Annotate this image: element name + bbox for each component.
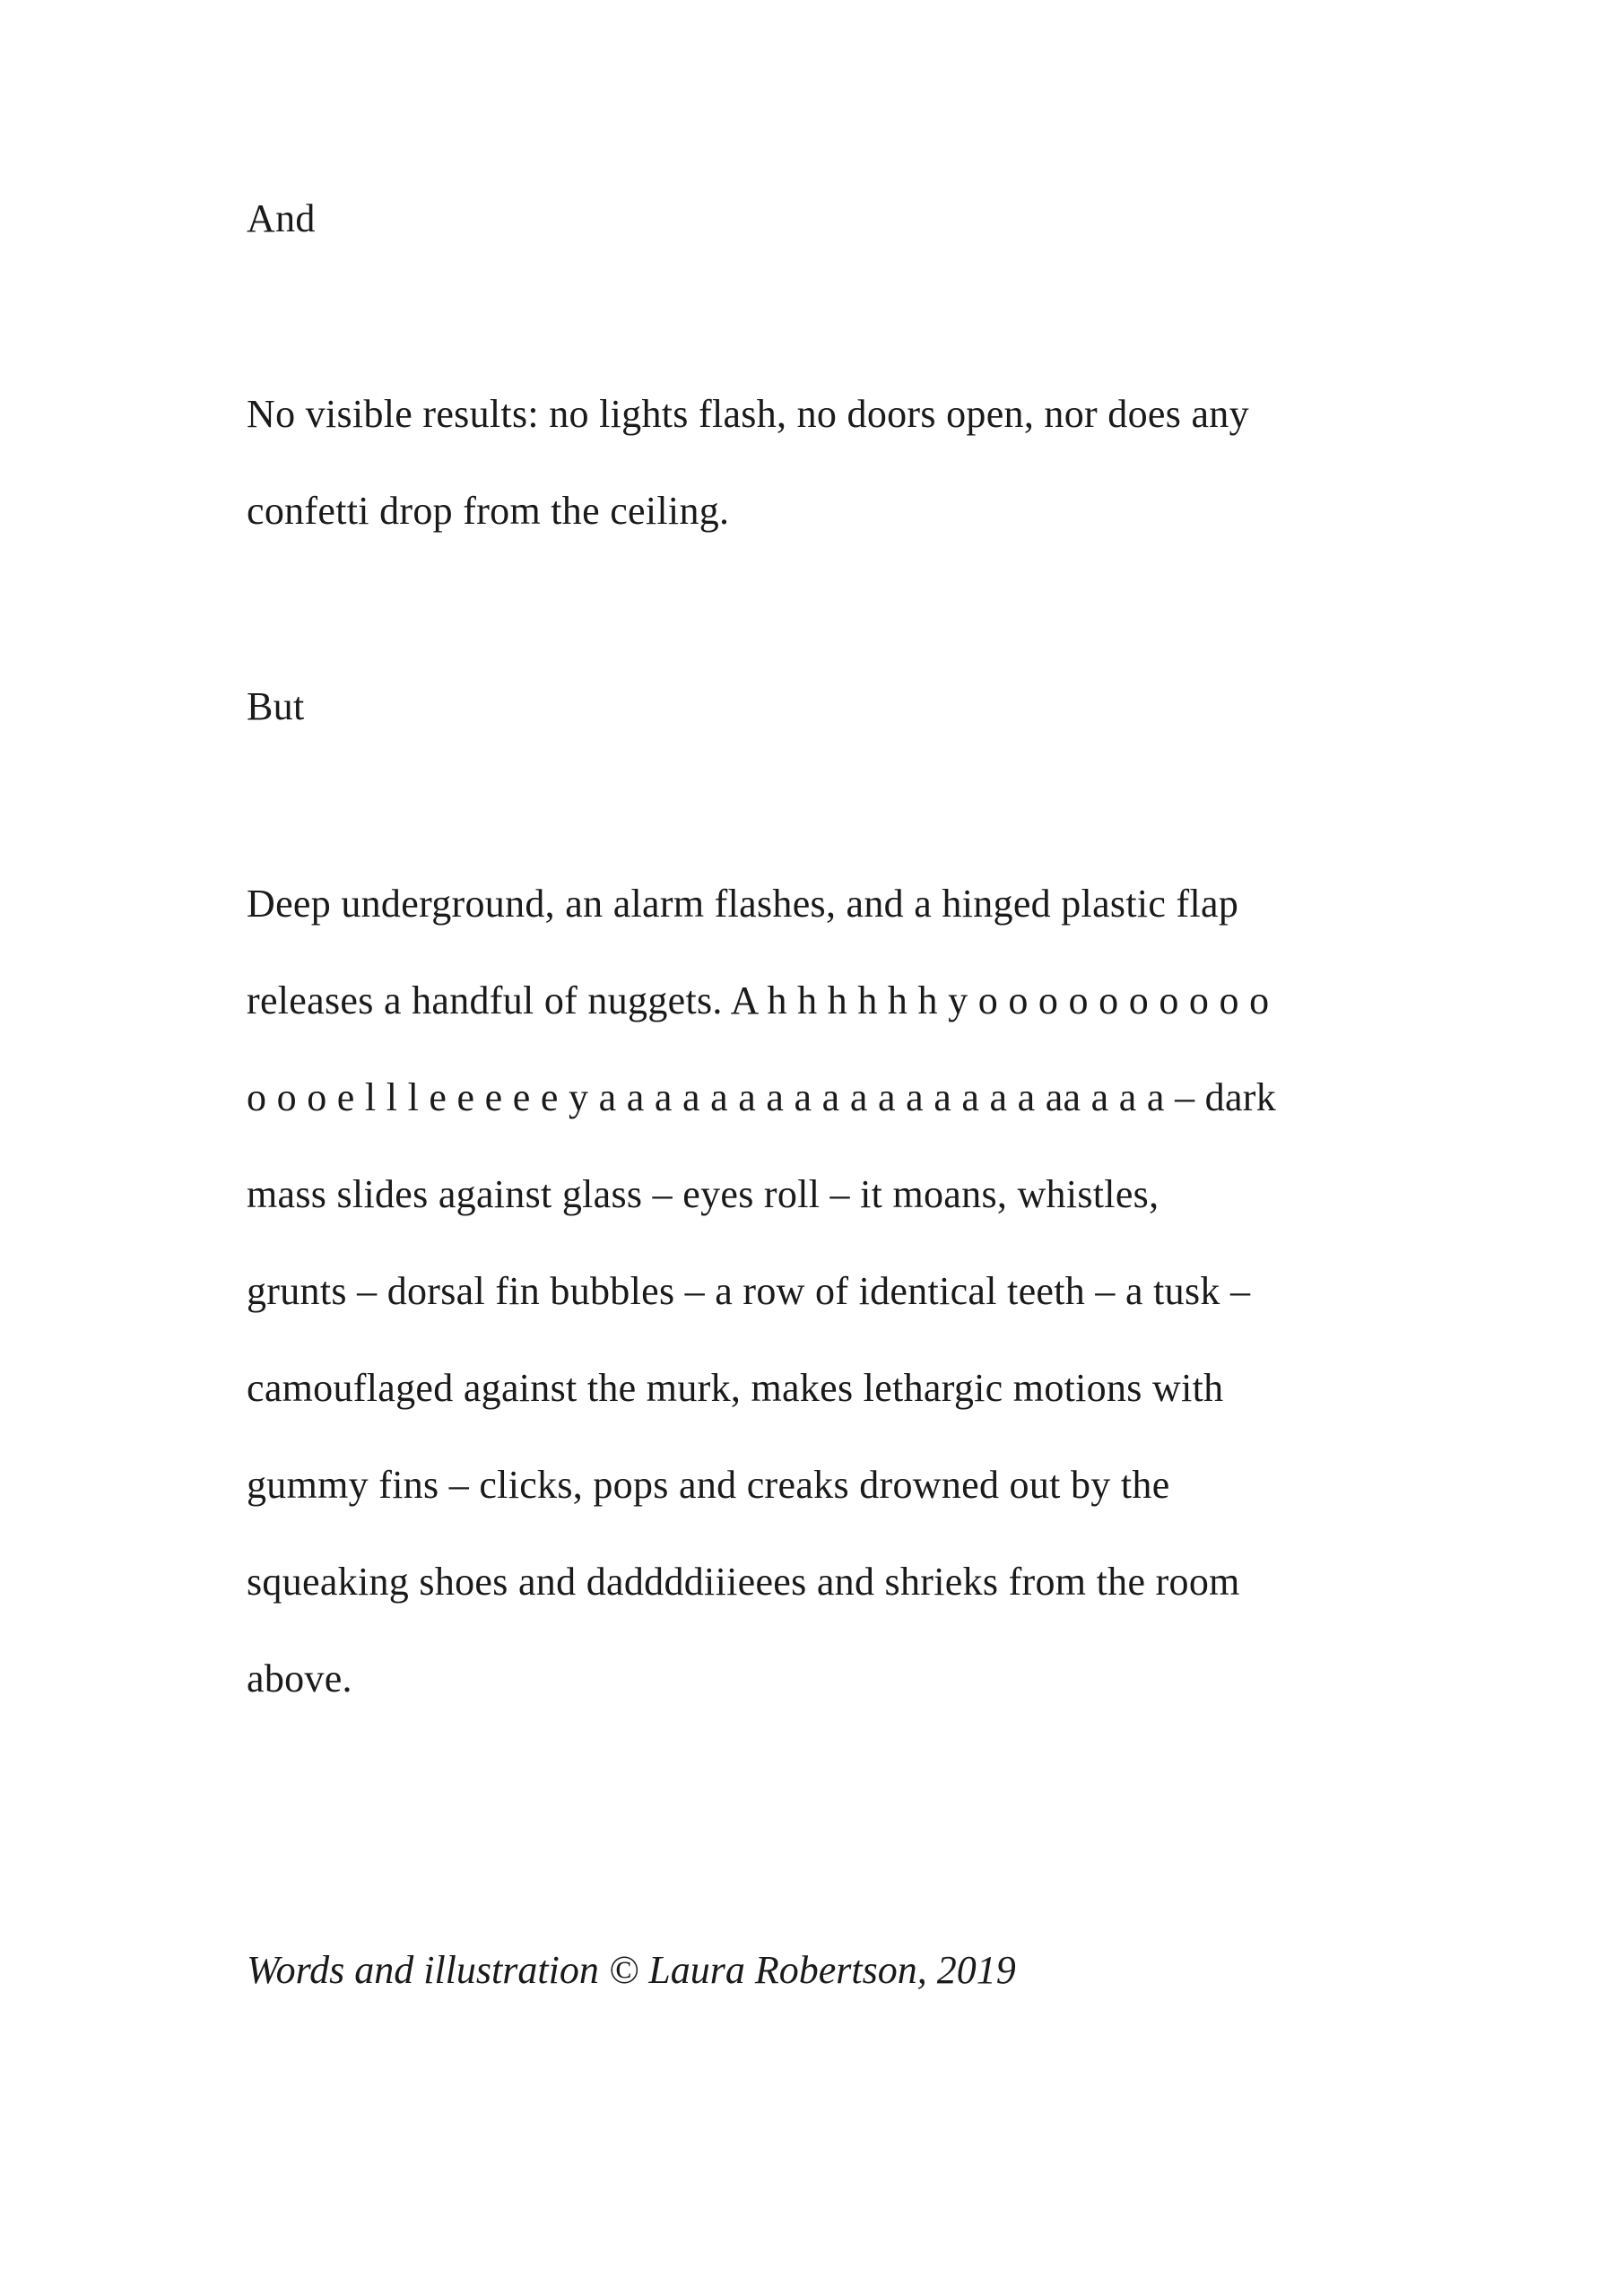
text-line: o o o e l l l e e e e e y a a a a a a a a a a a a a a a a aa a a a – dark (247, 1075, 1277, 1119)
text-line: No visible results: no lights flash, no doors open, nor does any (247, 392, 1249, 436)
text-line: releases a handful of nuggets. A h h h h h h y o o o o o o o o o o (247, 978, 1270, 1022)
text-line: camouflaged against the murk, makes lethargic motions with (247, 1366, 1224, 1410)
text-line: And (247, 196, 316, 240)
paragraph-deep-underground (247, 856, 1412, 1727)
text-line: gummy fins – clicks, pops and creaks drowned out by the (247, 1463, 1170, 1507)
paragraph-and (247, 170, 1412, 267)
text-line: confetti drop from the ceiling. (247, 489, 730, 533)
text-line: Deep underground, an alarm flashes, and a hinged plastic flap (247, 882, 1239, 926)
text-line: But (247, 684, 305, 728)
paragraph-no-visible-results (247, 366, 1412, 560)
text-line: grunts – dorsal fin bubbles – a row of identical teeth – a tusk – (247, 1269, 1251, 1313)
text-line: above. (247, 1657, 352, 1700)
copyright-credit: Words and illustration © Laura Robertson, 2019 (247, 1948, 1016, 1992)
text-line: squeaking shoes and daddddiiieees and shrieks from the room (247, 1560, 1240, 1604)
text-line: mass slides against glass – eyes roll – it moans, whistles, (247, 1172, 1159, 1216)
paragraph-but (247, 658, 1412, 755)
